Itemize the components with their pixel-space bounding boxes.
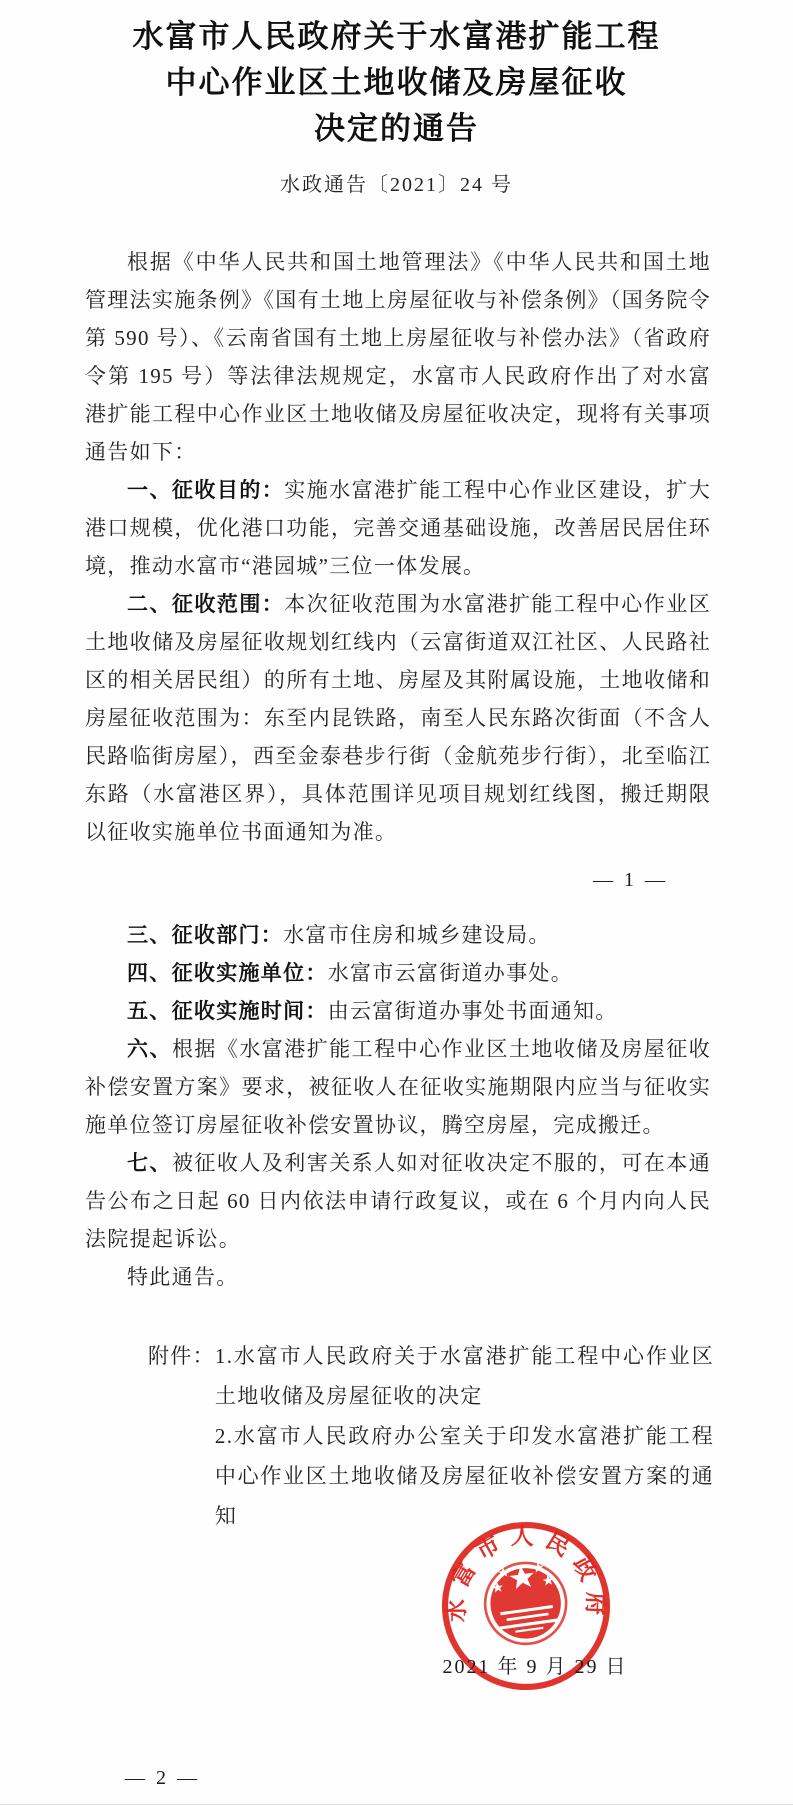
item-7-legal-remedy: [85, 1144, 711, 1258]
paragraph-text: 特此通告。: [127, 1265, 239, 1289]
attachments-block: [148, 1336, 714, 1536]
item-2-scope: [85, 585, 711, 851]
paragraph-text: 水富市云富街道办事处。: [327, 961, 574, 985]
attachments-label: 附件：: [148, 1344, 215, 1368]
paragraph-text: 本次征收范围为水富港扩能工程中心作业区土地收储及房屋征收规划红线内（云富街道双江社区、人民路社区的相关居民组）的所有土地、房屋及其附属设施，土地收储和房屋征收范围为：东至内昆铁路，南至人民东路次街面（不含人民路临街房屋），西至金泰巷步行街（金航苑步行街），北至临江东路（水富港区界），具体范围详见项目规划红线图，搬迁期限以征收实施单位书面通知为准。: [85, 592, 711, 844]
document-title-line-3: 决定的通告: [314, 111, 479, 146]
item-1-purpose: [85, 471, 711, 585]
national-emblem-icon: [480, 1558, 571, 1649]
item-3-department: [85, 916, 711, 954]
issue-date: 2021 年 9 月 29 日: [442, 1656, 628, 1678]
page-1-number: — 1 —: [593, 869, 668, 891]
attachment-item-1: 1.水富市人民政府关于水富港扩能工程中心作业区土地收储及房屋征收的决定: [214, 1344, 714, 1408]
paragraph-label: 三、征收部门：: [127, 923, 284, 947]
document-title-line-1: 水富市人民政府关于水富港扩能工程: [132, 19, 661, 54]
closing-statement: [85, 1258, 711, 1296]
seal-curved-text: 水富市人民政府: [444, 1524, 609, 1626]
paragraph-text: 由云富街道办事处书面通知。: [327, 999, 618, 1023]
attachment-item-2: 2.水富市人民政府办公室关于印发水富港扩能工程中心作业区土地收储及房屋征收补偿安置方案的通知: [214, 1424, 714, 1528]
document-number: 水政通告〔2021〕24 号: [280, 174, 513, 196]
paragraph-text: 根据《中华人民共和国土地管理法》《中华人民共和国土地管理法实施条例》《国有土地上房屋征收与补偿条例》（国务院令第 590 号）、《云南省国有土地上房屋征收与补偿办法》（省政府令第 195 号）等法律法规规定，水富市人民政府作出了对水富港扩能工程中心作业区土地收储及房屋征收决定，现将有关事项通告如下：: [85, 250, 711, 464]
page2-body: [85, 916, 711, 1296]
attachments-list: [215, 1336, 714, 1536]
paragraph-label: 一、征收目的：: [127, 478, 285, 502]
item-5-implementation-time: [85, 992, 711, 1030]
paragraph-text: 被征收人及利害关系人如对征收决定不服的，可在本通告公布之日起 60 日内依法申请行政复议，或在 6 个月内向人民法院提起诉讼。: [85, 1151, 711, 1251]
page-2-number: — 2 —: [125, 1767, 200, 1789]
paragraph-text: 根据《水富港扩能工程中心作业区土地收储及房屋征收补偿安置方案》要求，被征收人在征收实施期限内应当与征收实施单位签订房屋征收补偿安置协议，腾空房屋，完成搬迁。: [85, 1037, 711, 1137]
paragraph-label: 二、征收范围：: [127, 592, 285, 616]
paragraph-text: 实施水富港扩能工程中心作业区建设，扩大港口规模，优化港口功能，完善交通基础设施，改善居民居住环境，推动水富市“港园城”三位一体发展。: [85, 478, 711, 578]
paragraph-label: 七、: [127, 1151, 172, 1175]
paragraph-label: 四、征收实施单位：: [127, 961, 328, 985]
paragraph-label: 六、: [127, 1037, 172, 1061]
paragraph-text: 水富市住房和城乡建设局。: [283, 923, 551, 947]
item-6-compensation: [85, 1030, 711, 1144]
paragraph-label: 五、征收实施时间：: [127, 999, 328, 1023]
item-4-implementing-unit: [85, 954, 711, 992]
document-header: [0, 14, 793, 197]
page1-body: [85, 243, 711, 851]
document-title-line-2: 中心作业区土地收储及房屋征收: [165, 65, 628, 100]
intro-paragraph: [85, 243, 711, 471]
